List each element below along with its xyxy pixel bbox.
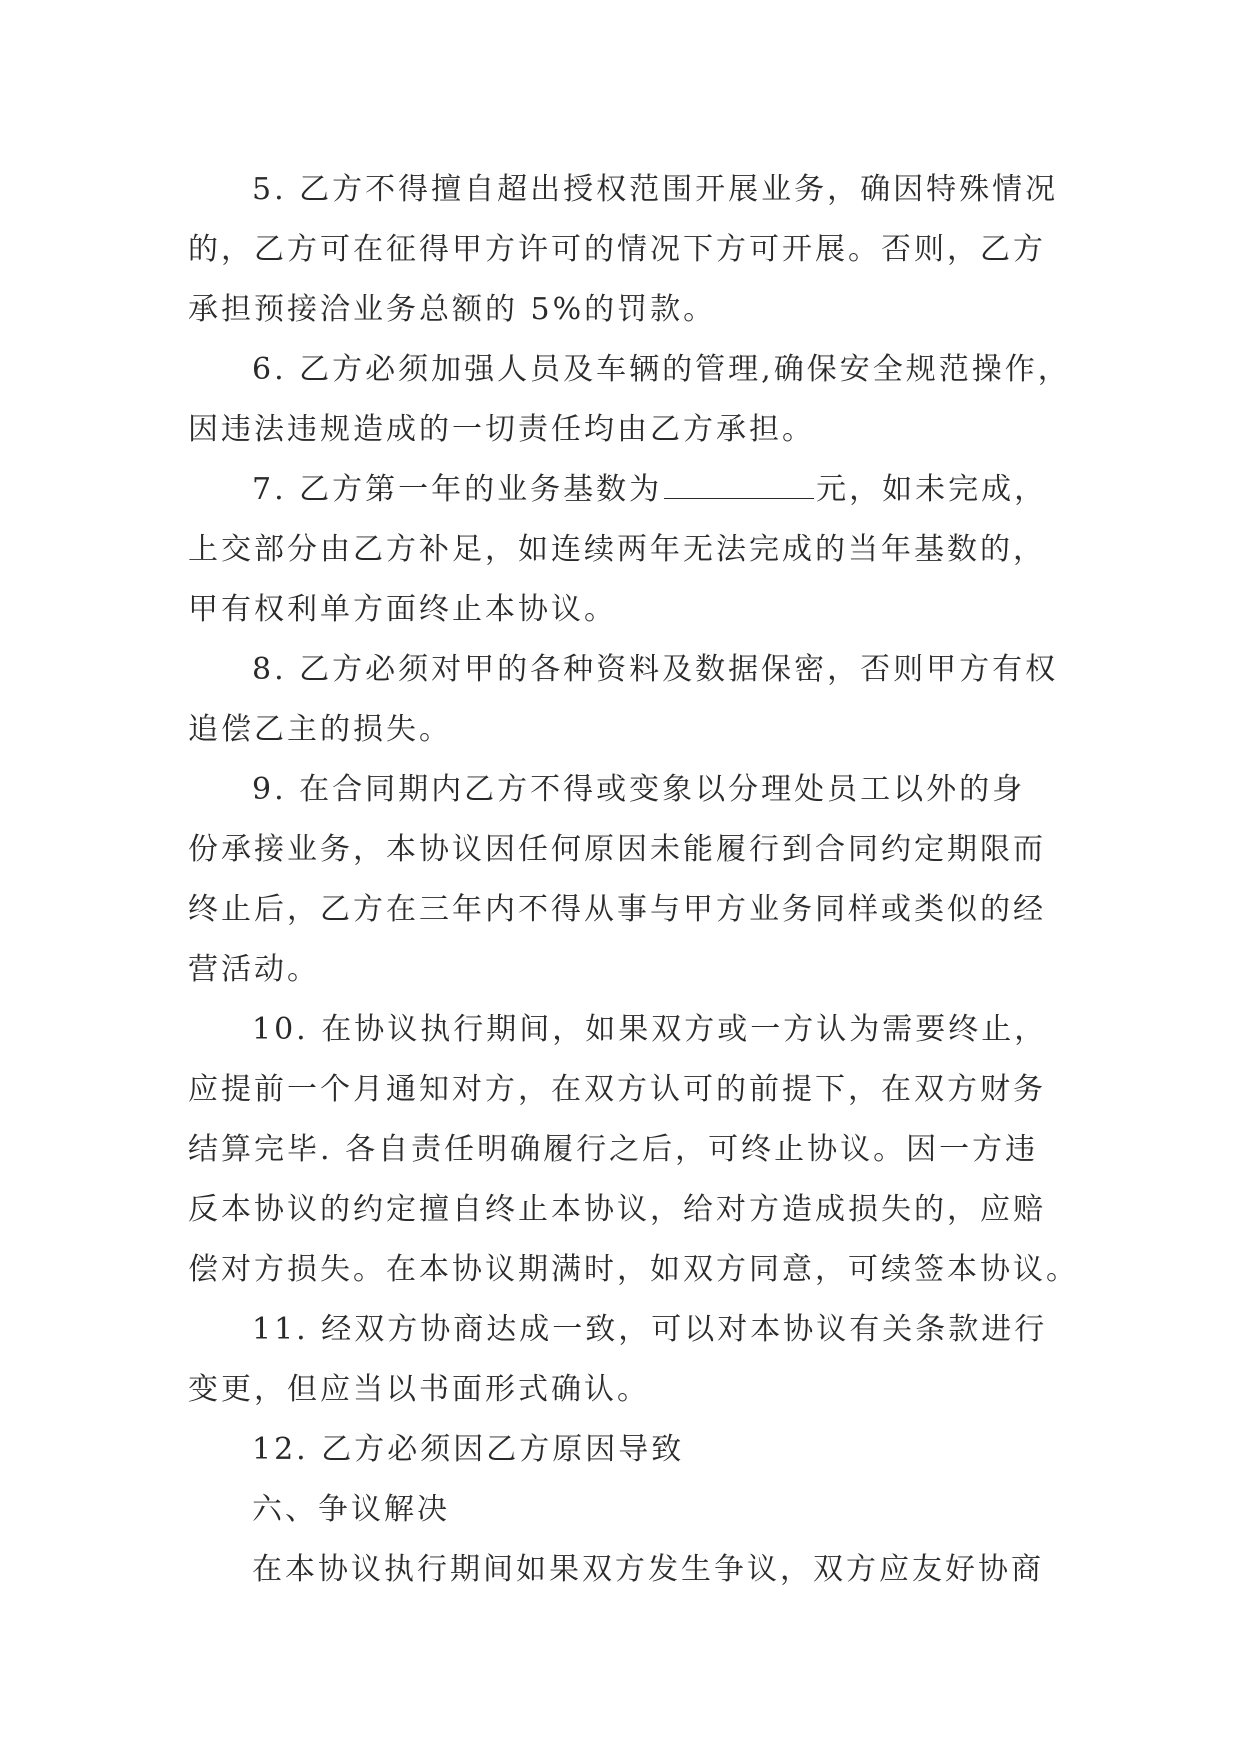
text-line: 份承接业务，本协议因任何原因未能履行到合同约定期限而 <box>188 832 1046 867</box>
text-line-clause-10: 10. 在协议执行期间，如果双方或一方认为需要终止， <box>252 1012 1048 1047</box>
document-body <box>188 160 1079 1600</box>
text-line-clause-5: 5. 乙方不得擅自超出授权范围开展业务，确因特殊情况 <box>252 172 1059 207</box>
amount-blank-line <box>664 470 814 499</box>
text-line: 反本协议的约定擅自终止本协议，给对方造成损失的，应赔 <box>188 1192 1046 1227</box>
text-line: 终止后，乙方在三年内不得从事与甲方业务同样或类似的经 <box>188 892 1046 927</box>
text-line: 承担预接洽业务总额的 5%的罚款。 <box>188 292 717 327</box>
text-line: 结算完毕. 各自责任明确履行之后，可终止协议。因一方违 <box>188 1132 1039 1167</box>
text-line-clause-8: 8. 乙方必须对甲的各种资料及数据保密，否则甲方有权 <box>252 652 1059 687</box>
text-line: 甲有权利单方面终止本协议。 <box>188 592 617 627</box>
text-line: 营活动。 <box>188 952 320 987</box>
text-line: 因违法违规造成的一切责任均由乙方承担。 <box>188 412 815 447</box>
text-line: 的，乙方可在征得甲方许可的情况下方可开展。否则，乙方 <box>188 232 1046 267</box>
clause-7-suffix: 元，如未完成， <box>816 472 1048 507</box>
text-line-dispute: 在本协议执行期间如果双方发生争议，双方应友好协商 <box>252 1552 1044 1587</box>
text-line: 变更，但应当以书面形式确认。 <box>188 1372 650 1407</box>
clause-7-prefix: 7. 乙方第一年的业务基数为 <box>252 472 663 507</box>
text-line-clause-9: 9. 在合同期内乙方不得或变象以分理处员工以外的身 <box>252 772 1026 807</box>
text-line-clause-7 <box>188 460 1058 520</box>
text-line-clause-6: 6. 乙方必须加强人员及车辆的管理,确保安全规范操作， <box>252 352 1071 387</box>
text-line-clause-12: 12. 乙方必须因乙方原因导致 <box>252 1432 685 1467</box>
text-line-clause-11: 11. 经双方协商达成一致，可以对本协议有关条款进行 <box>252 1312 1048 1347</box>
text-line: 偿对方损失。在本协议期满时，如双方同意，可续签本协议。 <box>188 1252 1079 1287</box>
text-line: 追偿乙主的损失。 <box>188 712 452 747</box>
text-line: 应提前一个月通知对方，在双方认可的前提下，在双方财务 <box>188 1072 1046 1107</box>
section-heading-dispute: 六、争议解决 <box>252 1492 450 1527</box>
text-line: 上交部分由乙方补足，如连续两年无法完成的当年基数的， <box>188 532 1046 567</box>
